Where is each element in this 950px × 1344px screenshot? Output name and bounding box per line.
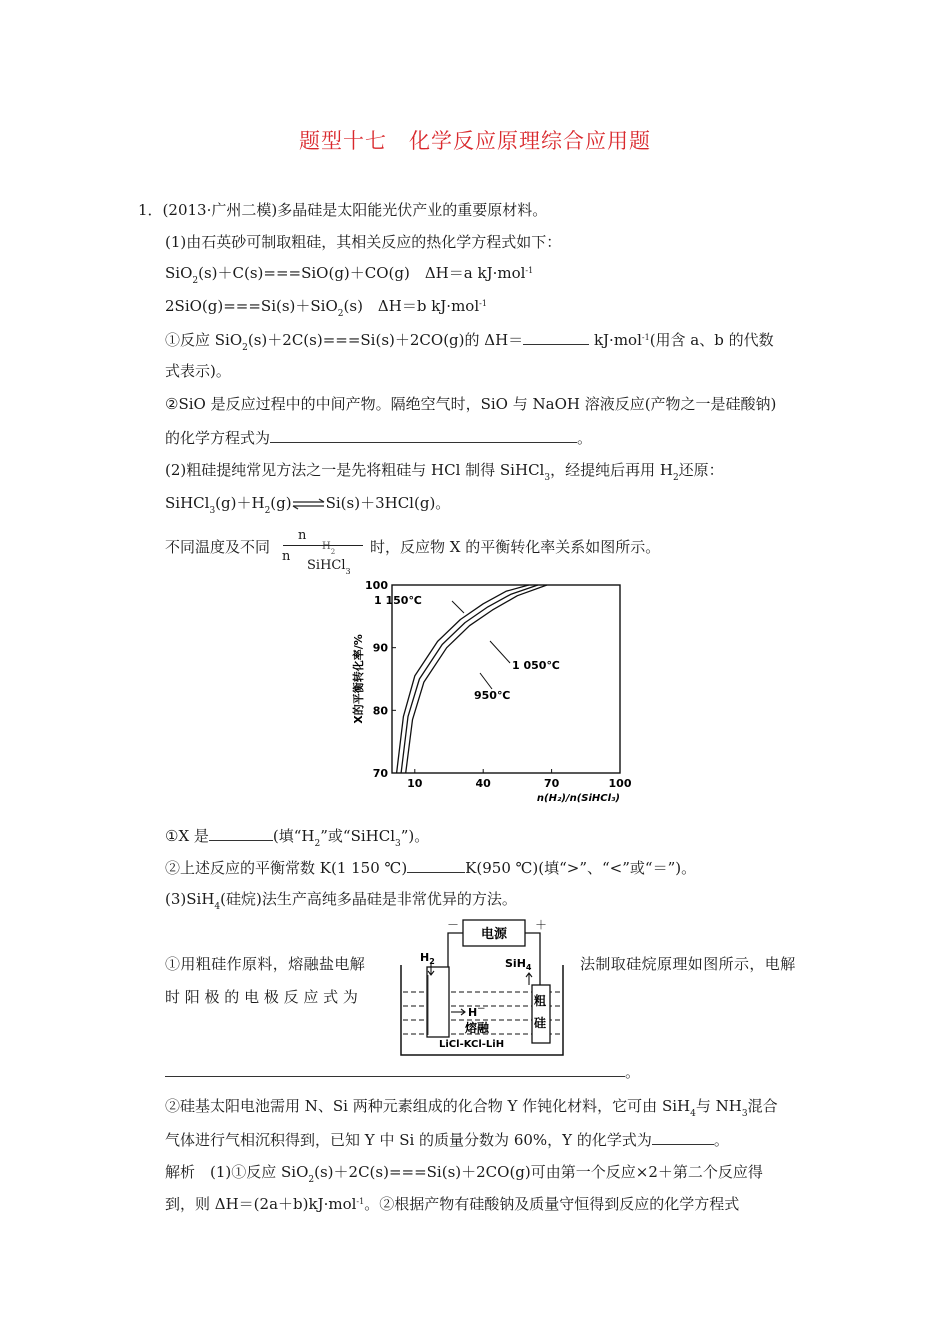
subquestion-3-2b: 气体进行气相沉积得到，已知 Y 中 Si 的质量分数为 60%，Y 的化学式为 。 xyxy=(165,1131,729,1149)
series-label-0: 1 150℃ xyxy=(374,594,422,607)
page-title: 题型十七 化学反应原理综合应用题 xyxy=(299,129,651,153)
subquestion-1-1-cont: 式表示)。 xyxy=(165,362,231,380)
subquestion-2-2: ②上述反应的平衡常数 K(1 150 ℃) K(950 ℃)(填“>”、“<”或“＝”)。 xyxy=(165,859,697,877)
answer-blank[interactable] xyxy=(652,1130,714,1145)
power-source-label: 电源 xyxy=(480,927,508,942)
y-tick-label: 80 xyxy=(372,704,388,718)
subquestion-3-1c: 时 阳 极 的 电 极 反 应 式 为 xyxy=(165,988,358,1006)
subquestion-1-2-cont: 的化学方程式为 。 xyxy=(165,429,593,447)
x-tick-label: 100 xyxy=(608,777,632,790)
x-axis-label: n(H₂)/n(SiHCl₃) xyxy=(536,793,620,804)
equation-1: SiO$_2$(s)＋C(s)===SiO(g)＋CO(g) ΔH＝a kJ·mol$^{-1}$ xyxy=(165,264,534,286)
y-tick-label: 100 xyxy=(365,579,388,592)
plus-sign: ＋ xyxy=(535,918,548,932)
answer-blank[interactable] xyxy=(165,1062,625,1077)
leader-line xyxy=(490,641,510,663)
answer-blank[interactable] xyxy=(523,330,589,345)
crude-si-label-1: 粗 xyxy=(534,994,547,1008)
series-line-2 xyxy=(406,585,547,773)
leader-line xyxy=(452,601,464,613)
fraction-denominator-n: n xyxy=(282,549,291,564)
subquestion-1-2: ②SiO 是反应过程中的中间产物。隔绝空气时，SiO 与 NaOH 溶液反应(产物之一是硅酸钠) xyxy=(165,395,777,413)
subquestion-3-1a: ①用粗硅作原料，熔融盐电解 xyxy=(165,955,366,973)
part2-chart-intro-a: 不同温度及不同 xyxy=(165,538,271,556)
fraction-denominator: SiHCl$_3$ xyxy=(307,558,351,576)
y-tick-label: 90 xyxy=(372,641,388,655)
x-tick-label: 70 xyxy=(543,777,560,790)
series-label-2: 950℃ xyxy=(474,689,511,702)
answer-blank[interactable] xyxy=(270,428,577,443)
molten-label: 熔融 xyxy=(465,1021,490,1035)
answer-blank[interactable] xyxy=(209,826,273,841)
subquestion-3-1b: 法制取硅烷原理如图所示，电解 xyxy=(580,955,796,973)
part2-intro: (2)粗硅提纯常见方法之一是先将粗硅与 HCl 制得 SiHCl$_3$，经提纯后再用 $H_2$还原： xyxy=(165,461,724,483)
sih4-label: SiH$_4$ xyxy=(505,957,532,972)
h2-label: $H_2$ xyxy=(420,951,435,966)
y-axis-label: X的平衡转化率/% xyxy=(352,634,365,724)
analysis-line-1: 解析 (1)①反应 SiO$_2$(s)＋2C(s)===Si(s)＋2CO(g)可由第一个反应×2＋第二个反应得 xyxy=(165,1163,763,1185)
leader-line xyxy=(480,673,492,689)
y-tick-label: 70 xyxy=(372,767,388,780)
question-intro: 1．(2013·广州二模)多晶硅是太阳能光伏产业的重要原材料。 xyxy=(138,201,548,219)
part3-intro: (3)SiH$_4$(硅烷)法生产高纯多晶硅是非常优异的方法。 xyxy=(165,890,517,912)
series-label-1: 1 050℃ xyxy=(512,659,560,672)
hydride-ion-label: H－ xyxy=(468,1004,486,1019)
subquestion-3-1d: 。 xyxy=(165,1062,640,1081)
equilibrium-arrow-icon xyxy=(292,498,326,510)
x-tick-label: 40 xyxy=(475,777,491,790)
answer-blank[interactable] xyxy=(407,858,465,873)
series-line-0 xyxy=(397,585,529,773)
crude-si-label-2: 硅 xyxy=(534,1016,547,1030)
subquestion-3-2a: ②硅基太阳电池需用 N、Si 两种元素组成的化合物 Y 作钝化材料，它可由 SiH$_4$与 $NH_3$混合 xyxy=(165,1097,778,1119)
fraction-numerator-n: n xyxy=(298,528,307,543)
minus-sign: － xyxy=(447,918,460,932)
x-tick-label: 10 xyxy=(407,777,423,790)
salt-label: LiCl-KCl-LiH xyxy=(439,1039,505,1050)
analysis-line-2: 到，则 ΔH＝(2a＋b)kJ·mol$^{-1}$。②根据产物有硅酸钠及质量守恒得到反应的化学方程式 xyxy=(165,1195,740,1213)
equation-2: 2SiO(g)===Si(s)＋SiO$_2$(s) ΔH＝b kJ·mol$^{-1}$ xyxy=(165,297,487,319)
part2-chart-intro-b: 时，反应物 X 的平衡转化率关系如图所示。 xyxy=(370,538,661,556)
subquestion-1-1: ①反应 SiO$_2$(s)＋2C(s)===Si(s)＋2CO(g)的 ΔH＝ kJ·mol$^{-1}$(用含 a、b 的代数 xyxy=(165,331,774,353)
equation-3: $SiHCl_3(g)+H_2(g)$ Si(s)＋3HCl(g)。 xyxy=(165,494,451,516)
part1-intro: (1)由石英砂可制取粗硅，其相关反应的热化学方程式如下： xyxy=(165,233,562,251)
subquestion-2-1: ①X 是 (填“$H_2$”或“SiHCl$_3$”)。 xyxy=(165,827,430,849)
fraction-numerator-h: $H_2$ xyxy=(322,541,336,556)
electrolysis-cell-diagram xyxy=(395,915,570,1060)
conversion-chart xyxy=(350,575,640,820)
fraction-bar xyxy=(283,545,363,546)
